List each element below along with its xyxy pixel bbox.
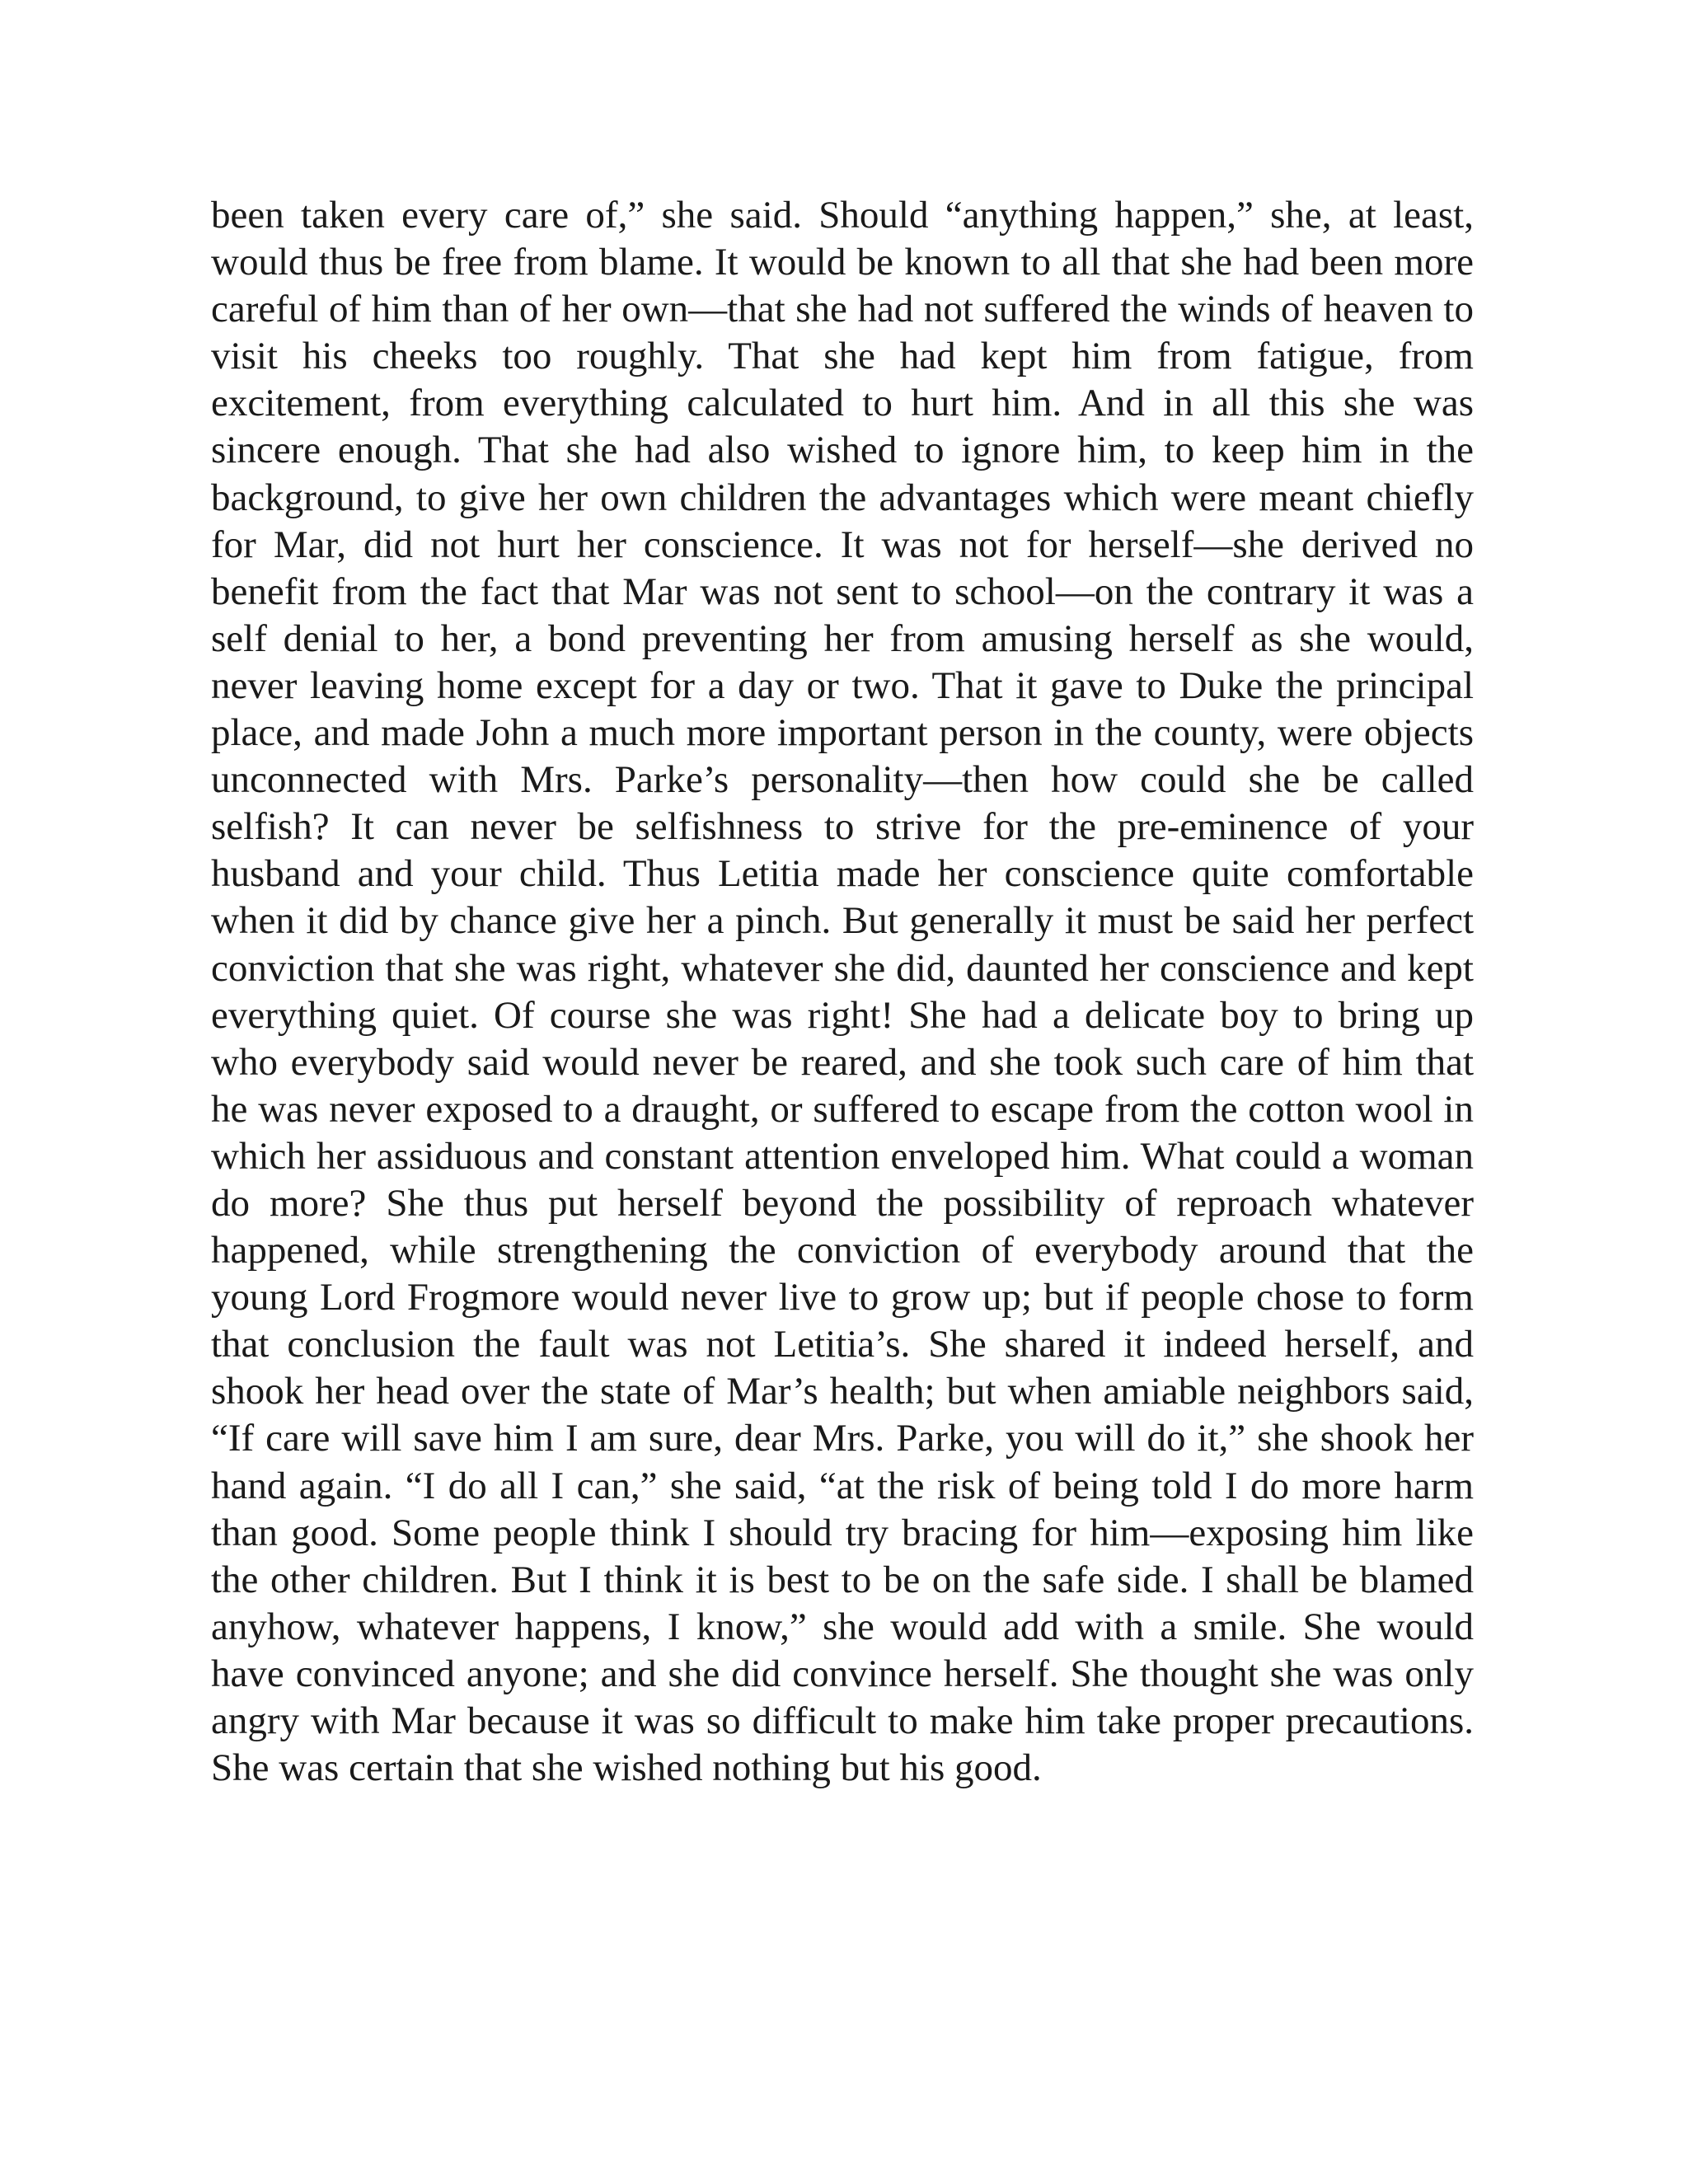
- body-paragraph: been taken every care of,” she said. Should “anything happen,” she, at least, would thus be free from blame. It would be known to all that she had been more careful of him than of her own—that she had not suffered the winds of heaven to visit his cheeks too roughly. That she had kept him from fatigue, from excitement, from everything calculated to hurt him. And in all this she was sincere enough. That she had also wished to ignore him, to keep him in the background, to give her own children the advantages which were meant chiefly for Mar, did not hurt her conscience. It was not for herself—she derived no benefit from the fact that Mar was not sent to school—on the contrary it was a self denial to her, a bond preventing her from amusing herself as she would, never leaving home except for a day or two. That it gave to Duke the principal place, and made John a much more important person in the county, were objects unconnected with Mrs. Parke’s personality—then how could she be called selfish? It can never be selfishness to strive for the pre-eminence of your husband and your child. Thus Letitia made her conscience quite comfortable when it did by chance give her a pinch. But generally it must be said her perfect conviction that she was right, whatever she did, daunted her conscience and kept everything quiet. Of course she was right! She had a delicate boy to bring up who everybody said would never be reared, and she took such care of him that he was never exposed to a draught, or suffered to escape from the cotton wool in which her assiduous and constant attention enveloped him. What could a woman do more? She thus put herself beyond the possibility of reproach whatever happened, while strengthening the conviction of everybody around that the young Lord Frogmore would never live to grow up; but if people chose to form that conclusion the fault was not Letitia’s. She shared it indeed herself, and shook her head over the state of Mar’s health; but when amiable neighbors said, “If care will save him I am sure, dear Mrs. Parke, you will do it,” she shook her hand again. “I do all I can,” she said, “at the risk of being told I do more harm than good. Some people think I should try bracing for him—exposing him like the other children. But I think it is best to be on the safe side. I shall be blamed anyhow, whatever happens, I know,” she would add with a smile. She would have convinced anyone; and she did convince herself. She thought she was only angry with Mar because it was so difficult to make him take proper precautions. She was certain that she wished nothing but his good.: [211, 194, 1474, 1790]
